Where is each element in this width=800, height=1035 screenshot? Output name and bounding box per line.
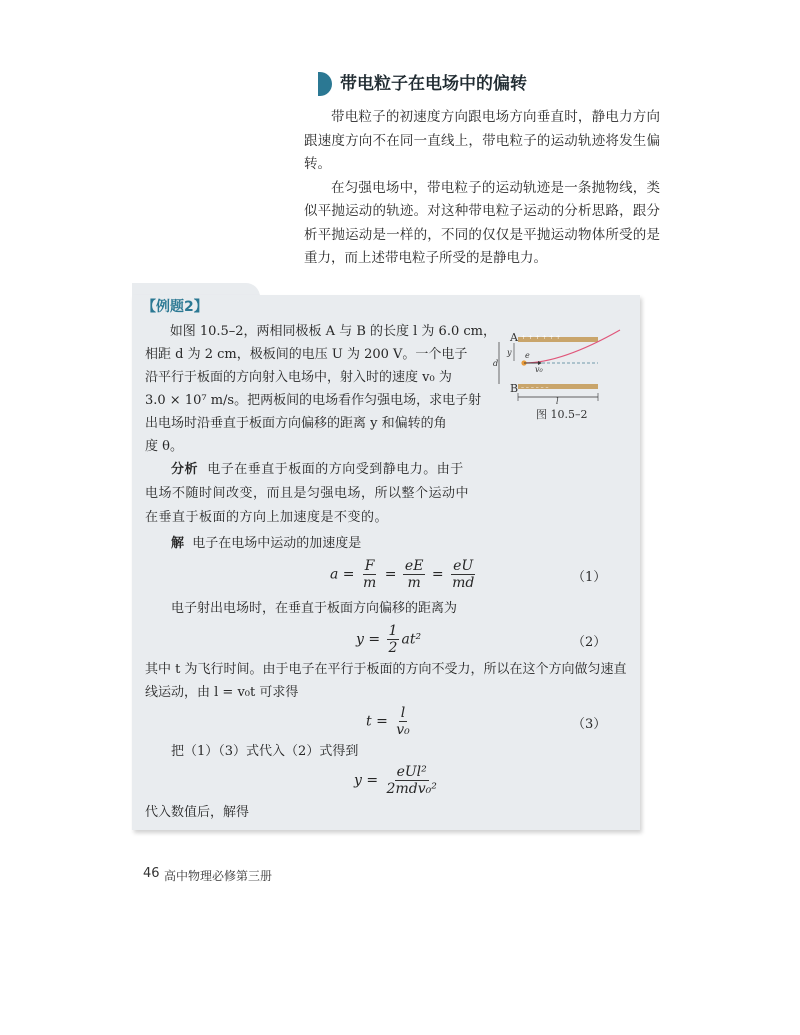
analysis-block bbox=[145, 458, 495, 530]
frac-num: F bbox=[364, 558, 375, 574]
l-label: l bbox=[556, 397, 559, 404]
equation-2-lhs: y = bbox=[356, 631, 381, 648]
equation-1-number: （1） bbox=[572, 570, 607, 585]
analysis-line: 电场不随时间改变，而且是匀强电场，所以整个运动中 bbox=[145, 486, 470, 501]
frac-num: 1 bbox=[388, 623, 398, 639]
equation-3 bbox=[366, 705, 414, 738]
frac-den: m bbox=[362, 575, 377, 591]
solution-line-2: 电子射出电场时，在垂直于板面方向偏移的距离为 bbox=[171, 601, 458, 616]
frac-den: 2 bbox=[388, 640, 398, 656]
frac-den: md bbox=[452, 575, 475, 591]
equation-4-lhs: y = bbox=[354, 772, 379, 789]
deflection-figure bbox=[492, 328, 640, 404]
problem-line: 相距 d 为 2 cm，极板间的电压 U 为 200 V。一个电子 bbox=[145, 347, 468, 362]
figure-caption: 图 10.5–2 bbox=[536, 408, 588, 421]
intro-paragraph-1: 带电粒子的初速度方向跟电场方向垂直时，静电力方向跟速度方向不在同一直线上，带电粒子的运动轨迹将发生偏转。 bbox=[304, 109, 660, 172]
book-title: 高中物理必修第三册 bbox=[164, 869, 273, 883]
solution-title: 解 bbox=[171, 536, 185, 551]
intro-text bbox=[304, 106, 660, 271]
frac-num: eE bbox=[404, 558, 424, 574]
intro-paragraph-2: 在匀强电场中，带电粒子的运动轨迹是一条抛物线，类似平抛运动的轨迹。对这种带电粒子运动的分析思路，跟分析平抛运动是一样的，不同的仅仅是平抛运动物体所受的是重力，而上述带电粒子所受的是静电力。 bbox=[304, 179, 660, 266]
equation-1: a = $\frac{F}{m}$ = $\frac{eE}{m}$ = $\frac{eU}{md}$ bbox=[330, 558, 475, 591]
solution-intro bbox=[171, 532, 361, 555]
equation-4 bbox=[354, 764, 441, 797]
solution-line-5: 代入数值后，解得 bbox=[145, 805, 250, 820]
problem-line: 度 θ。 bbox=[145, 439, 183, 454]
frac-den: m bbox=[407, 575, 421, 591]
d-label: d bbox=[493, 359, 499, 368]
frac-num: l bbox=[400, 705, 406, 721]
minus-signs: – – – – – – bbox=[521, 384, 549, 391]
solution-line-1: 电子在电场中运动的加速度是 bbox=[192, 536, 362, 551]
frac-den: 2mdv₀² bbox=[386, 781, 437, 797]
page-number: 46 bbox=[143, 866, 160, 881]
equation-1-lhs: a = bbox=[330, 566, 355, 583]
frac-den: v₀ bbox=[396, 722, 410, 738]
analysis-line: 电子在垂直于板面的方向受到静电力。由于 bbox=[207, 462, 464, 477]
example-label: 【例题2】 bbox=[142, 299, 208, 315]
problem-line: 3.0 × 10⁷ m/s。把两板间的电场看作匀强电场，求电子射 bbox=[145, 393, 482, 408]
problem-line: 出电场时沿垂直于板面方向偏移的距离 y 和偏转的角 bbox=[145, 416, 447, 431]
electron-label: e bbox=[525, 351, 530, 360]
analysis-line: 在垂直于板面的方向上加速度是不变的。 bbox=[145, 510, 389, 525]
equation-2-number: （2） bbox=[572, 635, 607, 650]
frac-num: eU bbox=[453, 558, 474, 574]
solution-line-3b: 线运动，由 l = v₀t 可求得 bbox=[145, 685, 299, 700]
plus-signs: + + + + + + bbox=[521, 334, 561, 341]
y-label: y bbox=[507, 348, 512, 357]
solution-line-3a: 其中 t 为飞行时间。由于电子在平行于板面的方向不受力，所以在这个方向做匀速直 bbox=[145, 662, 627, 677]
equation-2-rhs: at² bbox=[401, 631, 422, 648]
plate-a-label: A bbox=[510, 331, 518, 344]
solution-line-4: 把（1）（3）式代入（2）式得到 bbox=[171, 744, 359, 759]
section-marker bbox=[318, 72, 332, 96]
velocity-label: v₀ bbox=[535, 365, 543, 374]
plate-b-label: B bbox=[510, 382, 519, 395]
problem-line: 沿平行于板面的方向射入电场中，射入时的速度 v₀ 为 bbox=[145, 370, 452, 385]
equation-2 bbox=[356, 623, 421, 656]
equation-3-lhs: t = bbox=[366, 713, 388, 730]
problem-statement bbox=[145, 320, 496, 458]
frac-num: eUl² bbox=[396, 764, 427, 780]
problem-line: 如图 10.5–2，两相同极板 A 与 B 的长度 l 为 6.0 cm， bbox=[169, 324, 496, 339]
analysis-title: 分析 bbox=[171, 462, 199, 477]
section-heading: 带电粒子在电场中的偏转 bbox=[340, 74, 527, 94]
equation-3-number: （3） bbox=[572, 717, 607, 732]
